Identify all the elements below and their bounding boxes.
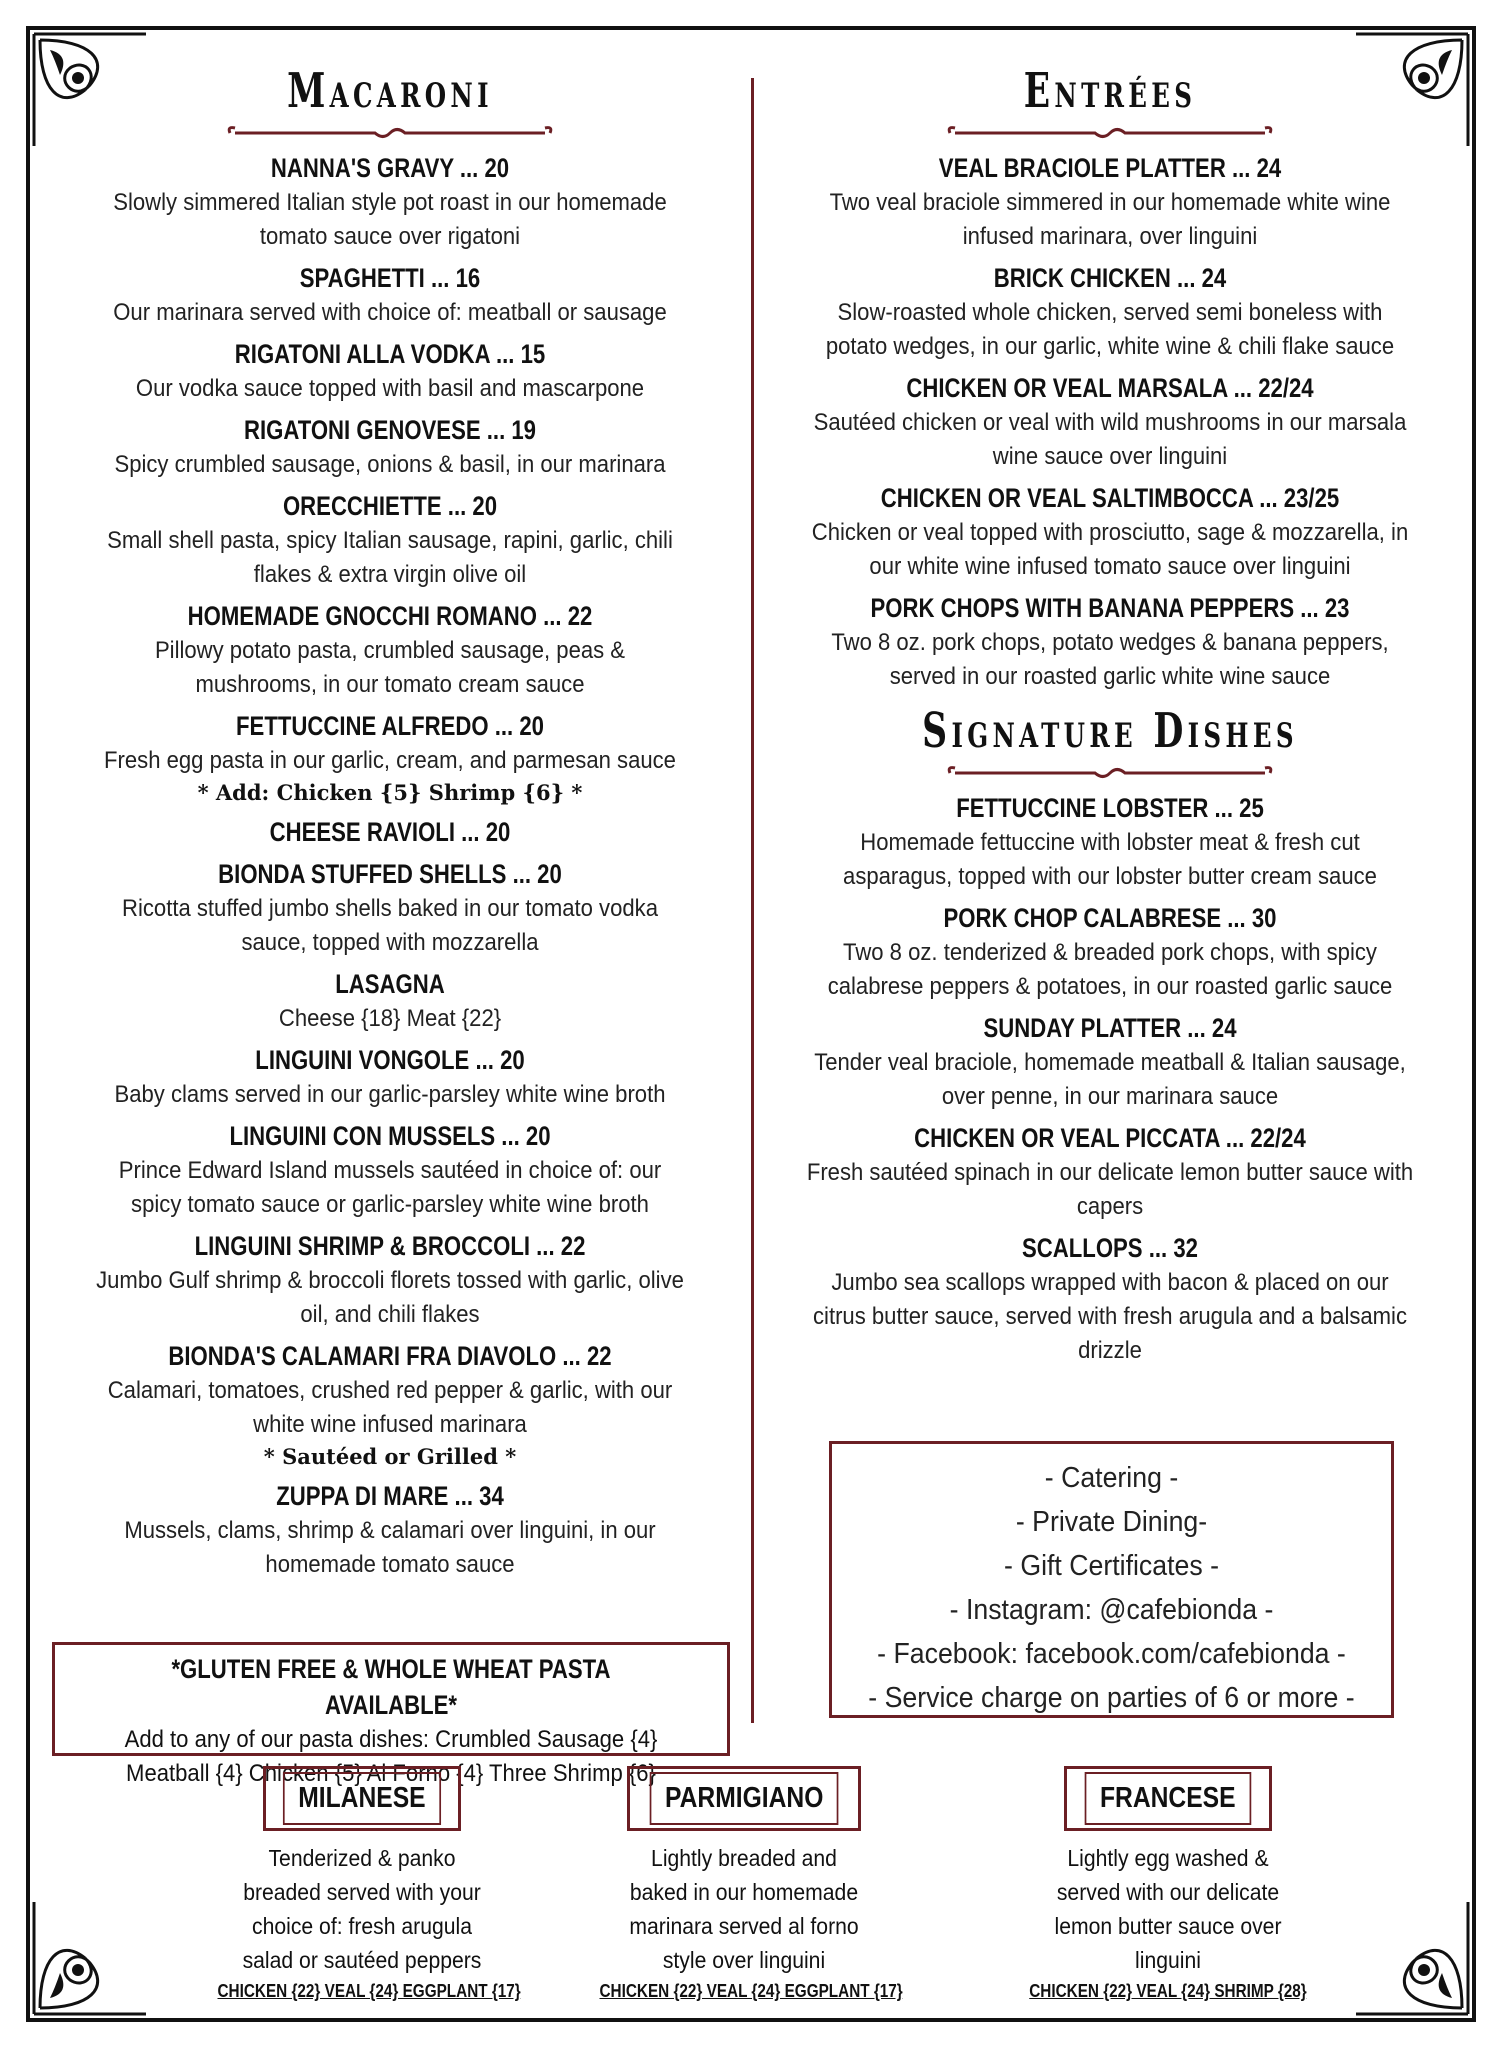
macaroni-section [70,60,710,1588]
menu-item-desc: Pillowy potato pasta, crumbled sausage, peas & mushrooms, in our tomato cream sauce [154,637,626,698]
menu-item-note: * Sautéed or Grilled * [263,1444,517,1469]
menu-item-desc: Slow-roasted whole chicken, served semi boneless with potato wedges, in our garlic, white wine & chili flake sauce [825,299,1395,360]
menu-item [70,1338,710,1472]
milanese-price: CHICKEN {22} VEAL {24} EGGPLANT {17} [217,1981,521,2001]
menu-item-desc: Cheese {18} Meat {22} [278,1005,502,1032]
menu-item-name: PORK CHOPS WITH BANANA PEPPERS ... 23 [870,593,1350,623]
francese-desc: Lightly egg washed & served with our delicate lemon butter sauce over linguini [1054,1845,1282,1973]
parmigiano-title: PARMIGIANO [649,1772,838,1825]
menu-item-name: RIGATONI GENOVESE ... 19 [244,415,536,445]
menu-item [70,260,710,330]
parmigiano-desc: Lightly breaded and baked in our homemade marinara served al forno style over linguini [629,1845,859,1973]
menu-item-name: CHICKEN OR VEAL SALTIMBOCCA ... 23/25 [880,483,1340,513]
milanese-title: MILANESE [283,1772,441,1825]
menu-item-desc: Small shell pasta, spicy Italian sausage, rapini, garlic, chili flakes & extra virgin olive oil [107,527,673,588]
menu-item-desc: Sautéed chicken or veal with wild mushrooms in our marsala wine sauce over linguini [813,409,1407,470]
menu-item [70,814,710,850]
menu-item [780,1010,1440,1114]
menu-item-desc: Spicy crumbled sausage, onions & basil, in our marinara [114,451,666,478]
gluten-free-title: *GLUTEN FREE & WHOLE WHEAT PASTA AVAILABLE* [171,1654,611,1720]
menu-item-name: SUNDAY PLATTER ... 24 [983,1013,1237,1043]
menu-item-desc: Our marinara served with choice of: meatball or sausage [113,299,667,326]
gluten-free-box [52,1642,730,1787]
menu-item-name: VEAL BRACIOLE PLATTER ... 24 [938,153,1282,183]
menu-item-desc: Two veal braciole simmered in our homemade white wine infused marinara, over linguini [829,189,1391,250]
column-divider [751,78,754,1723]
menu-item [780,590,1440,694]
menu-item [70,150,710,254]
menu-item-name: SCALLOPS ... 32 [1022,1233,1198,1263]
menu-item-name: PORK CHOP CALABRESE ... 30 [943,903,1277,933]
menu-item-name: RIGATONI ALLA VODKA ... 15 [234,339,546,369]
menu-item-name: BIONDA'S CALAMARI FRA DIAVOLO ... 22 [168,1341,612,1371]
menu-item [70,1042,710,1112]
menu-item-name: ORECCHIETTE ... 20 [282,491,498,521]
info-line: - Facebook: facebook.com/cafebionda - [877,1638,1346,1670]
menu-item-desc: Slowly simmered Italian style pot roast in our homemade tomato sauce over rigatoni [113,189,667,250]
menu-item [780,260,1440,364]
menu-item-desc: Chicken or veal topped with prosciutto, sage & mozzarella, in our white wine infused tomato sauce over linguini [811,519,1409,580]
menu-item-desc: Two 8 oz. tenderized & breaded pork chops, with spicy calabrese peppers & potatoes, in our roasted garlic sauce [827,939,1393,1000]
flourish-divider-icon [945,764,1275,782]
entrees-list [780,150,1440,694]
ornate-corner-icon [1352,1898,1472,2018]
francese-price: CHICKEN {22} VEAL {24} SHRIMP {28} [1029,1981,1307,2001]
menu-item-name: CHICKEN OR VEAL MARSALA ... 22/24 [906,373,1314,403]
menu-item [70,1478,710,1582]
menu-item-desc: Two 8 oz. pork chops, potato wedges & banana peppers, served in our roasted garlic white wine sauce [831,629,1389,690]
menu-item [780,150,1440,254]
menu-item-desc: Fresh egg pasta in our garlic, cream, and parmesan sauce [104,747,676,774]
info-line: - Catering - [1044,1462,1179,1494]
macaroni-title: Macaroni [287,63,493,119]
flourish-divider-icon [945,124,1275,142]
menu-item [70,598,710,702]
menu-item-name: BIONDA STUFFED SHELLS ... 20 [218,859,562,889]
menu-item-name: FETTUCCINE ALFREDO ... 20 [236,711,544,741]
menu-item [70,336,710,406]
signature-title: Signature Dishes [922,703,1298,759]
menu-item-desc: Our vodka sauce topped with basil and mascarpone [135,375,645,402]
milanese-desc: Tenderized & panko breaded served with your choice of: fresh arugula salad or sautéed peppers [242,1845,482,1973]
menu-item-name: CHICKEN OR VEAL PICCATA ... 22/24 [914,1123,1306,1153]
menu-item-desc: Tender veal braciole, homemade meatball & Italian sausage, over penne, in our marinara sauce [814,1049,1406,1110]
info-line: - Instagram: @cafebionda - [949,1594,1274,1626]
menu-item-name: SPAGHETTI ... 16 [299,263,481,293]
menu-item-desc: Homemade fettuccine with lobster meat & fresh cut asparagus, topped with our lobster butter cream sauce [843,829,1377,890]
info-line: - Service charge on parties of 6 or more - [868,1682,1355,1714]
menu-item [70,708,710,808]
menu-item-desc: Mussels, clams, shrimp & calamari over linguini, in our homemade tomato sauce [124,1517,656,1578]
menu-item [70,1118,710,1222]
menu-item [780,900,1440,1004]
menu-item [780,790,1440,894]
menu-item [70,412,710,482]
info-line: - Gift Certificates - [1004,1550,1219,1582]
menu-item-name: ZUPPA DI MARE ... 34 [276,1481,504,1511]
menu-item-desc: Jumbo sea scallops wrapped with bacon & placed on our citrus butter sauce, served with fresh arugula and a balsamic drizzle [812,1269,1408,1364]
menu-item-desc: Fresh sautéed spinach in our delicate lemon butter sauce with capers [806,1159,1414,1220]
menu-item-name: NANNA'S GRAVY ... 20 [270,153,510,183]
menu-item-note: * Add: Chicken {5} Shrimp {6} * [197,780,583,805]
flourish-divider-icon [225,124,555,142]
menu-item-desc: Jumbo Gulf shrimp & broccoli florets tossed with garlic, olive oil, and chili flakes [96,1267,684,1328]
menu-item [70,856,710,960]
francese-badge [1064,1766,1272,1831]
info-box [829,1441,1394,1718]
menu-item-name: LINGUINI CON MUSSELS ... 20 [229,1121,551,1151]
menu-item-name: BRICK CHICKEN ... 24 [993,263,1227,293]
menu-item-desc: Baby clams served in our garlic-parsley white wine broth [114,1081,666,1108]
milanese-badge [263,1766,461,1831]
menu-item-name: LASAGNA [335,969,445,999]
parmigiano-section [574,1766,914,2002]
menu-item [780,370,1440,474]
milanese-section [192,1766,532,2002]
menu-item-name: LINGUINI VONGOLE ... 20 [255,1045,525,1075]
menu-item [780,480,1440,584]
signature-list [780,790,1440,1368]
macaroni-list [70,150,710,1582]
menu-item [780,1120,1440,1224]
francese-section [998,1766,1338,2002]
menu-item-name: FETTUCCINE LOBSTER ... 25 [956,793,1264,823]
menu-item-desc: Prince Edward Island mussels sautéed in choice of: our spicy tomato sauce or garlic-parsley white wine broth [118,1157,662,1218]
ornate-corner-icon [30,1898,150,2018]
menu-item [70,1228,710,1332]
info-line: - Private Dining- [1015,1506,1208,1538]
parmigiano-badge [627,1766,861,1831]
menu-item [780,1230,1440,1368]
gluten-free-line: Add to any of our pasta dishes: Crumbled Sausage {4} [124,1726,658,1753]
menu-item-name: LINGUINI SHRIMP & BROCCOLI ... 22 [194,1231,586,1261]
menu-item-name: CHEESE RAVIOLI ... 20 [269,817,511,847]
menu-item-desc: Calamari, tomatoes, crushed red pepper & garlic, with our white wine infused marinara [107,1377,673,1438]
entrees-title: Entrées [1023,63,1197,119]
gluten-free-line: Meatball {4} Chicken {5} Al Forno {4} Three Shrimp {6} [126,1760,656,1787]
parmigiano-price: CHICKEN {22} VEAL {24} EGGPLANT {17} [599,1981,903,2001]
menu-item [70,966,710,1036]
menu-item [70,488,710,592]
menu-item-desc: Ricotta stuffed jumbo shells baked in our tomato vodka sauce, topped with mozzarella [122,895,658,956]
entrees-section [780,60,1440,1374]
francese-title: FRANCESE [1085,1772,1251,1825]
menu-item-name: HOMEMADE GNOCCHI ROMANO ... 22 [187,601,593,631]
